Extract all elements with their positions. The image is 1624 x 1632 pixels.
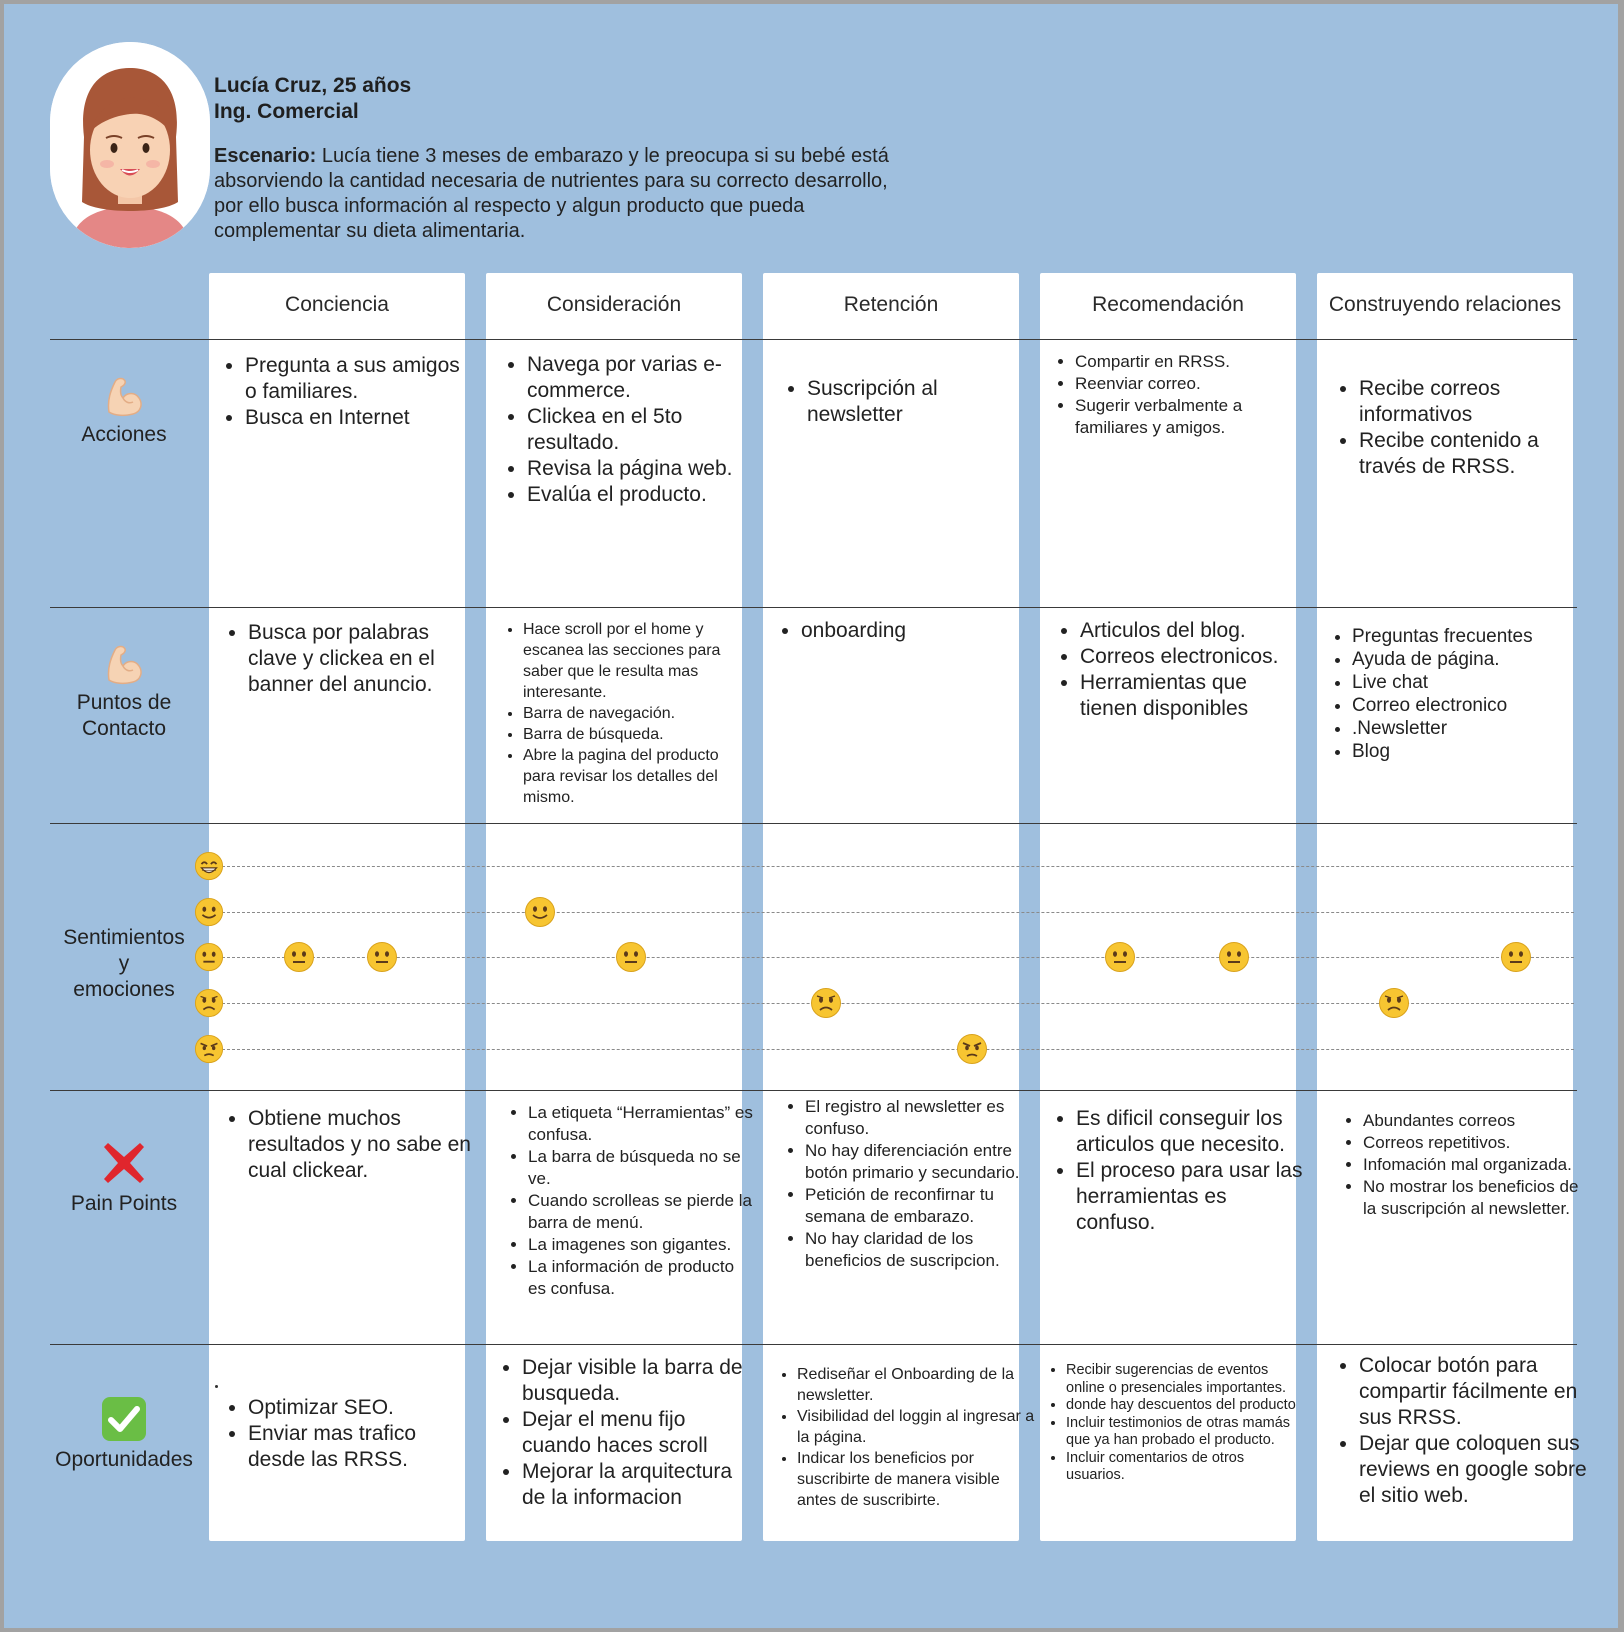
list-item: • Recibir sugerencias de eventos online o presenciales importantes. — [1066, 1362, 1304, 1397]
list-item: • Obtiene muchos resultados y no sabe en cual clickear. — [248, 1106, 474, 1184]
pain-consideracion-list — [506, 1102, 754, 1300]
list-item: • Incluir comentarios de otros usuarios. — [1066, 1450, 1304, 1485]
list-item: • Correos repetitivos. — [1363, 1132, 1581, 1154]
emotion-level-line — [222, 1049, 1574, 1050]
acciones-recomendacion-list — [1053, 351, 1295, 439]
list-item: • Blog — [1352, 740, 1582, 763]
scenario-label: Escenario: — [214, 145, 317, 167]
grinning-face-icon — [194, 851, 224, 881]
flexed-biceps-icon — [101, 372, 147, 418]
list-item: • Live chat — [1352, 671, 1582, 694]
list-item: • Dejar que coloquen sus reviews en google sobre el sitio web. — [1359, 1431, 1589, 1509]
row-divider — [50, 823, 1577, 824]
emotion-point-neutral-icon — [1218, 941, 1250, 973]
oportunidades-recomendacion-list — [1044, 1362, 1304, 1485]
list-item: • Barra de búsqueda. — [523, 724, 749, 745]
green-check-icon — [100, 1395, 148, 1443]
row-label-acciones — [44, 372, 204, 448]
acciones-conciencia-list — [223, 353, 465, 431]
list-item: • Optimizar SEO. — [248, 1395, 474, 1421]
list-item: • Barra de navegación. — [523, 703, 749, 724]
emotion-point-neutral-icon — [615, 941, 647, 973]
list-item: • Compartir en RRSS. — [1075, 351, 1295, 373]
emotion-point-neutral-icon — [283, 941, 315, 973]
emotion-point-worried-icon — [810, 987, 842, 1019]
list-item: • Pregunta a sus amigos o familiares. — [245, 353, 465, 405]
row-label-contacto-line2: Contacto — [81, 717, 167, 740]
stage-column-retencion — [763, 273, 1019, 1541]
row-label-acciones-text: Acciones — [81, 423, 167, 446]
list-item: • Sugerir verbalmente a familiares y amigos. — [1075, 395, 1295, 439]
list-item: • Ayuda de página. — [1352, 648, 1582, 671]
emotion-level-line — [222, 957, 1574, 958]
pain-conciencia-list — [226, 1106, 474, 1184]
list-item: • La información de producto es confusa. — [528, 1256, 754, 1300]
row-label-contacto-line1: Puntos de — [76, 691, 172, 714]
list-item: • Clickea en el 5to resultado. — [527, 404, 757, 456]
pain-recomendacion-list — [1054, 1106, 1304, 1236]
scenario-text — [214, 144, 914, 244]
pain-relaciones-list — [1341, 1110, 1581, 1220]
list-item: • Enviar mas trafico desde las RRSS. — [248, 1421, 474, 1473]
contacto-conciencia-list — [226, 620, 468, 698]
list-item: • Rediseñar el Onboarding de la newsletter. — [797, 1364, 1037, 1406]
journey-map-canvas — [4, 4, 1618, 1628]
acciones-relaciones-list — [1337, 376, 1579, 480]
stage-header-conciencia: Conciencia — [285, 293, 389, 316]
list-item: • Petición de reconfirnar tu semana de embarazo. — [805, 1184, 1033, 1228]
list-item: • No mostrar los beneficios de la suscripción al newsletter. — [1363, 1176, 1581, 1220]
list-item: • Cuando scrolleas se pierde la barra de menú. — [528, 1190, 754, 1234]
contacto-relaciones-list — [1330, 625, 1582, 763]
emotion-point-neutral-icon — [1104, 941, 1136, 973]
list-item: • Articulos del blog. — [1080, 618, 1300, 644]
list-item: • El registro al newsletter es confuso. — [805, 1096, 1033, 1140]
emotion-point-smile-icon — [524, 896, 556, 928]
row-label-oportunidades-text: Oportunidades — [55, 1448, 193, 1471]
row-label-sentimientos-line1: Sentimientos — [63, 926, 185, 949]
oportunidades-consideracion-list — [500, 1355, 752, 1511]
row-label-sentimientos — [44, 925, 204, 1003]
list-item: • Correo electronico — [1352, 694, 1582, 717]
stage-header-relaciones: Construyendo relaciones — [1328, 293, 1562, 316]
list-item: • Mejorar la arquitectura de la informacion — [522, 1459, 752, 1511]
stage-column-recomendacion — [1040, 273, 1296, 1541]
list-item: • Recibe correos informativos — [1359, 376, 1579, 428]
list-item: • Busca por palabras clave y clickea en el banner del anuncio. — [248, 620, 468, 698]
stage-header-retencion: Retención — [843, 293, 939, 316]
list-item: • Visibilidad del loggin al ingresar a la página. — [797, 1406, 1037, 1448]
contacto-recomendacion-list — [1058, 618, 1300, 722]
list-item: • Infomación mal organizada. — [1363, 1154, 1581, 1176]
list-item: • Evalúa el producto. — [527, 482, 757, 508]
contacto-retencion-list — [779, 618, 1021, 644]
row-label-contacto — [44, 640, 204, 742]
flexed-biceps-icon — [101, 640, 147, 686]
neutral-face-icon — [194, 942, 224, 972]
list-item: • No hay claridad de los beneficios de suscripcion. — [805, 1228, 1033, 1272]
list-item: • Abundantes correos — [1363, 1110, 1581, 1132]
list-item: • La barra de búsqueda no se ve. — [528, 1146, 754, 1190]
list-item: • Es dificil conseguir los articulos que necesito. — [1076, 1106, 1304, 1158]
worried-face-icon — [194, 988, 224, 1018]
list-item: • Preguntas frecuentes — [1352, 625, 1582, 648]
list-item: • Herramientas que tienen disponibles — [1080, 670, 1300, 722]
emotion-point-neutral-icon — [366, 941, 398, 973]
contacto-consideracion-list — [501, 619, 749, 808]
persona-role: Ing. Comercial — [214, 100, 359, 123]
stage-header-recomendacion: Recomendación — [1092, 293, 1244, 316]
list-item: • Suscripción al newsletter — [807, 376, 1027, 428]
acciones-consideracion-list — [505, 352, 757, 508]
persona-name: Lucía Cruz, 25 años — [214, 74, 412, 97]
list-item: • Dejar visible la barra de busqueda. — [522, 1355, 752, 1407]
list-item: • Colocar botón para compartir fácilmente en sus RRSS. — [1359, 1353, 1589, 1431]
list-item: • Navega por varias e-commerce. — [527, 352, 757, 404]
row-divider — [50, 1090, 1577, 1091]
list-item: • .Newsletter — [1352, 717, 1582, 740]
row-divider — [50, 1344, 1577, 1345]
list-item: • La etiqueta “Herramientas” es confusa. — [528, 1102, 754, 1146]
oportunidades-retencion-list — [775, 1364, 1037, 1511]
list-item: • Busca en Internet — [245, 405, 465, 431]
list-item: • Revisa la página web. — [527, 456, 757, 482]
row-divider — [50, 339, 1577, 340]
row-label-sentimientos-line3: emociones — [73, 978, 175, 1001]
persona-avatar — [50, 42, 210, 248]
woman-portrait-icon — [50, 42, 210, 248]
list-item: • Reenviar correo. — [1075, 373, 1295, 395]
emotion-point-neutral-icon — [1500, 941, 1532, 973]
emotion-level-line — [222, 866, 1574, 867]
list-item: • No hay diferenciación entre botón primario y secundario. — [805, 1140, 1033, 1184]
oportunidades-conciencia-list — [226, 1395, 474, 1473]
list-item: • onboarding — [801, 618, 1021, 644]
stray-dot — [215, 1385, 218, 1388]
row-label-sentimientos-line2: y — [118, 952, 130, 975]
stage-header-consideracion: Consideración — [546, 293, 682, 316]
emotion-point-angry-icon — [956, 1033, 988, 1065]
row-label-pain — [44, 1139, 204, 1217]
emotion-level-line — [222, 1003, 1574, 1004]
list-item: • donde hay descuentos del producto — [1066, 1397, 1304, 1415]
list-item: • El proceso para usar las herramientas es confuso. — [1076, 1158, 1304, 1236]
stage-column-conciencia — [209, 273, 465, 1541]
list-item: • Incluir testimonios de otras mamás que ya han probado el producto. — [1066, 1415, 1304, 1450]
list-item: • Dejar el menu fijo cuando haces scroll — [522, 1407, 752, 1459]
smile-face-icon — [194, 897, 224, 927]
emotion-level-line — [222, 912, 1574, 913]
row-divider — [50, 607, 1577, 608]
row-label-oportunidades — [44, 1395, 204, 1473]
list-item: • Correos electronicos. — [1080, 644, 1300, 670]
emotion-point-worried-icon — [1378, 987, 1410, 1019]
acciones-retencion-list — [785, 376, 1027, 428]
list-item: • Abre la pagina del producto para revisar los detalles del mismo. — [523, 745, 749, 808]
list-item: • La imagenes son gigantes. — [528, 1234, 754, 1256]
red-cross-icon — [100, 1139, 148, 1187]
scenario-body: Lucía tiene 3 meses de embarazo y le preocupa si su bebé está absorviendo la cantidad necesaria de nutrientes para su correcto desarrollo, por ello busca información al respecto y algun producto que pueda complementar su dieta alimentaria. — [214, 145, 889, 242]
pain-retencion-list — [783, 1096, 1033, 1272]
angry-face-icon — [194, 1034, 224, 1064]
row-label-pain-text: Pain Points — [70, 1192, 178, 1215]
list-item: • Hace scroll por el home y escanea las secciones para saber que le resulta mas interesante. — [523, 619, 749, 703]
list-item: • Indicar los beneficios por suscribirte de manera visible antes de suscribirte. — [797, 1448, 1037, 1511]
oportunidades-relaciones-list — [1337, 1353, 1589, 1509]
list-item: • Recibe contenido a través de RRSS. — [1359, 428, 1579, 480]
